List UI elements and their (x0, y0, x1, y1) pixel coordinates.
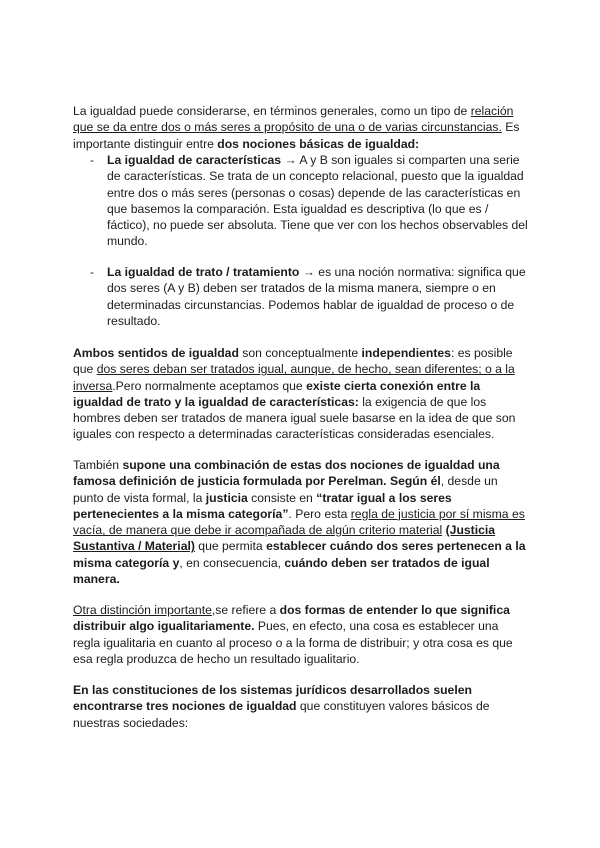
paragraph-perelman (73, 457, 528, 587)
text-run: que permita (194, 539, 267, 554)
text-run: ,se refiere a (211, 603, 280, 617)
list-bullet-dash: - (90, 153, 95, 167)
bold-text: cuándo deben ser tratados de igual manera. (73, 555, 490, 587)
text-run: son conceptualmente (238, 346, 362, 360)
bold-text: Ambos sentidos de igualdad (73, 346, 239, 360)
bold-text: dos formas de entender lo que significa distribuir algo igualitariamente. (73, 603, 510, 634)
bold-text: supone una combinación de estas dos nociones de igualdad una famosa definición de justicia formulada por Perelman. Según él (73, 458, 500, 489)
text-run: . Pero esta (288, 506, 351, 521)
list-bullet-dash: - (90, 265, 95, 279)
bold-text: establecer cuándo dos seres pertenecen a la misma categoría y (73, 539, 526, 570)
text-run: Es importante distinguir entre (73, 120, 520, 151)
text-run: La igualdad puede considerarse, en términos generales, como un tipo de (73, 104, 471, 118)
underlined-text: Otra distinción importante (73, 603, 212, 617)
text-run: consiste en (247, 490, 317, 505)
bold-underlined-text: (Justicia Sustantiva / Material) (73, 523, 496, 554)
list-item-igualdad-trato (107, 264, 528, 329)
intro-paragraph (73, 103, 528, 152)
paragraph-otra-distincion (73, 602, 528, 667)
bold-text: La igualdad de características (107, 153, 282, 167)
text-run: , desde un punto de vista formal, la (73, 474, 498, 505)
list-item-igualdad-caracteristicas (107, 152, 528, 250)
text-run: → es una noción normativa: significa que dos seres (A y B) deben ser tratados de la misma manera, siempre o en determinadas circunstancias. Podemos hablar de igualdad de proceso o de resultado. (107, 265, 526, 328)
paragraph-ambos-sentidos (73, 345, 528, 443)
text-run: Pues, en efecto, una cosa es establecer una regla igualitaria en cuanto al proceso o a la forma de distribuir; y otra cosa es que esa regla produzca de hecho un resultado igualitario. (73, 619, 513, 666)
text-run: : es posible que (73, 346, 513, 377)
bold-text: dos nociones básicas de igualdad: (217, 136, 420, 151)
bold-text: En las constituciones de los sistemas jurídicos desarrollados suelen encontrarse tres nociones de igualdad (73, 683, 472, 714)
bold-text: existe cierta conexión entre la igualdad de trato y la igualdad de características: (73, 378, 481, 409)
bold-text: justicia (205, 490, 248, 505)
text-run: .Pero normalmente aceptamos que (112, 378, 307, 393)
bold-text: “tratar igual a los seres pertenecientes a la misma categoría” (73, 490, 452, 521)
text-run: que constituyen valores básicos de nuestras sociedades: (73, 699, 490, 730)
underlined-text: dos seres deban ser tratados igual, aunque, de hecho, sean diferentes; o a la inversa (73, 362, 515, 393)
text-run: , en consecuencia, (179, 555, 285, 570)
underlined-text: regla de justicia por sí misma es vacía, de manera que debe ir acompañada de algún criterio material (73, 506, 525, 538)
paragraph-constituciones (73, 682, 528, 731)
bold-text: La igualdad de trato / tratamiento (107, 265, 300, 279)
text-run: También (73, 458, 123, 472)
underlined-text: relación que se da entre dos o más seres a propósito de una o de varias circunstancias. (73, 104, 514, 135)
bold-text: independientes (361, 346, 451, 360)
text-run: la exigencia de que los hombres deben ser tratados de manera igual suele basarse en la idea de que son iguales con respecto a determinadas características consideradas esenciales. (73, 394, 516, 442)
text-run: → A y B son iguales si comparten una serie de características. Se trata de un concepto relacional, puesto que la igualdad entre dos o más seres (personas o cosas) depende de las características en que basemos la comparación. Esta igualdad es descriptiva (lo que es / fáctico), no puede ser absoluta. Tiene que ver con los hechos observables del mundo. (107, 153, 528, 249)
